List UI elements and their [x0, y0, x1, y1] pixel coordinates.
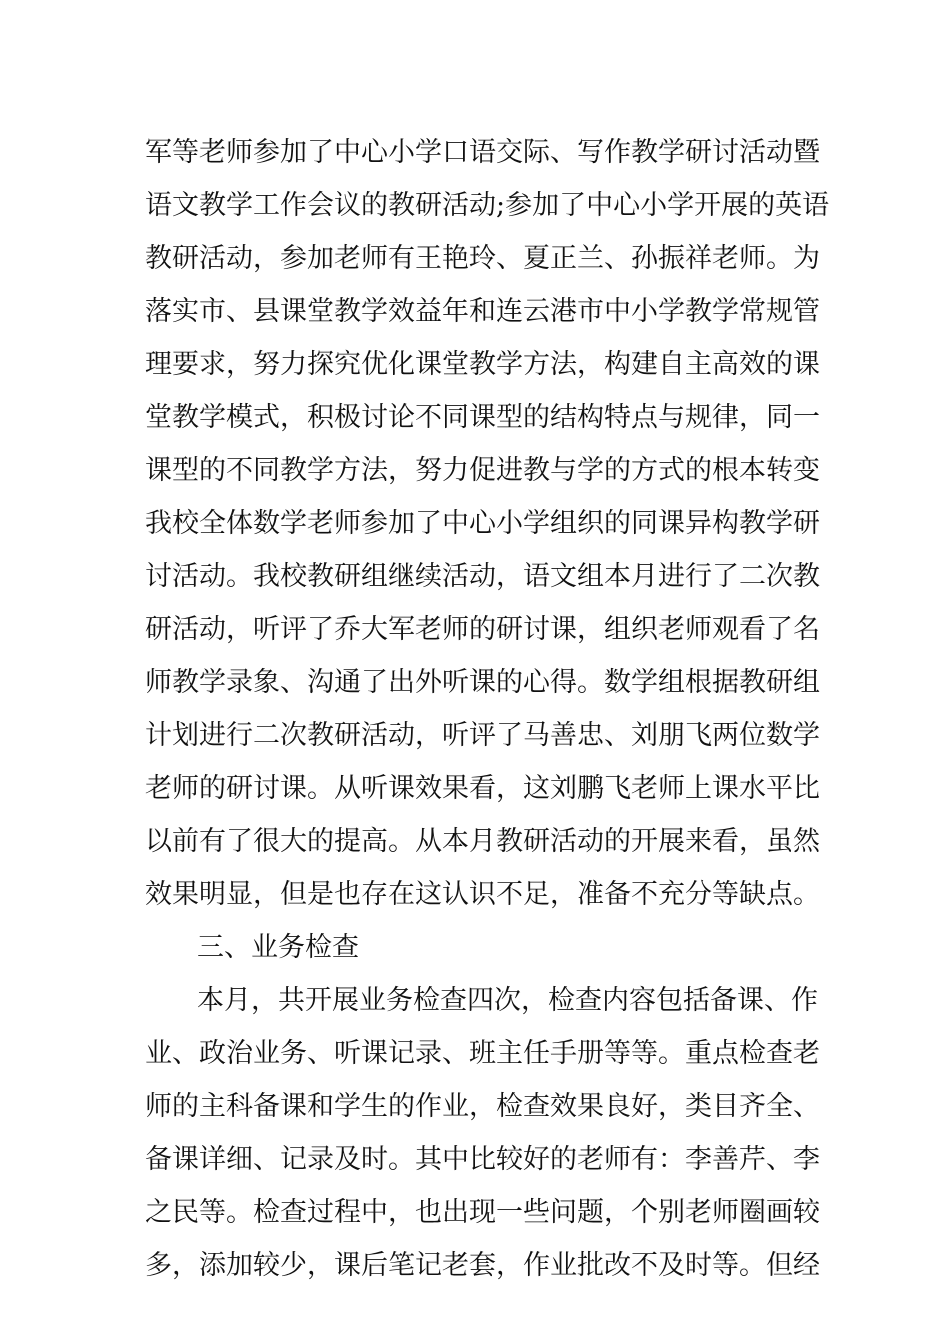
text-line: 教研活动，参加老师有王艳玲、夏正兰、孙振祥老师。为 [145, 243, 820, 274]
text-line: 师教学录象、沟通了出外听课的心得。数学组根据教研组 [145, 667, 820, 698]
paragraph-business-inspection [145, 974, 820, 1292]
text-line: 以前有了很大的提高。从本月教研活动的开展来看，虽然 [145, 826, 820, 857]
text-line: 我校全体数学老师参加了中心小学组织的同课异构教学研 [145, 508, 820, 539]
text-line: 备课详细、记录及时。其中比较好的老师有：李善芹、李 [145, 1144, 820, 1175]
text-line: 师的主科备课和学生的作业，检查效果良好，类目齐全、 [145, 1091, 820, 1122]
text-line: 课型的不同教学方法，努力促进教与学的方式的根本转变 [145, 455, 820, 486]
text-line: 本月，共开展业务检查四次，检查内容包括备课、作 [197, 985, 818, 1016]
text-line: 堂教学模式，积极讨论不同课型的结构特点与规律，同一 [145, 402, 820, 433]
text-line: 军等老师参加了中心小学口语交际、写作教学研讨活动暨 [145, 137, 820, 168]
paragraph-teaching-research [145, 126, 830, 921]
text-line: 研活动，听评了乔大军老师的研讨课，组织老师观看了名 [145, 614, 820, 645]
text-line: 计划进行二次教研活动，听评了马善忠、刘朋飞两位数学 [145, 720, 820, 751]
text-line: 讨活动。我校教研组继续活动，语文组本月进行了二次教 [145, 561, 820, 592]
text-line: 业、政治业务、听课记录、班主任手册等等。重点检查老 [145, 1038, 820, 1069]
document-body [145, 126, 830, 1292]
text-line: 老师的研讨课。从听课效果看，这刘鹏飞老师上课水平比 [145, 773, 820, 804]
text-line: 之民等。检查过程中，也出现一些问题，个别老师圈画较 [145, 1197, 820, 1228]
text-line: 理要求，努力探究优化课堂教学方法，构建自主高效的课 [145, 349, 820, 380]
text-line: 效果明显，但是也存在这认识不足，准备不充分等缺点。 [145, 879, 820, 910]
text-line: 多，添加较少，课后笔记老套，作业批改不及时等。但经 [145, 1250, 820, 1281]
text-line: 落实市、县课堂教学效益年和连云港市中小学教学常规管 [145, 296, 820, 327]
text-line: 语文教学工作会议的教研活动;参加了中心小学开展的英语 [145, 190, 830, 221]
section-heading: 三、业务检查 [197, 932, 359, 963]
